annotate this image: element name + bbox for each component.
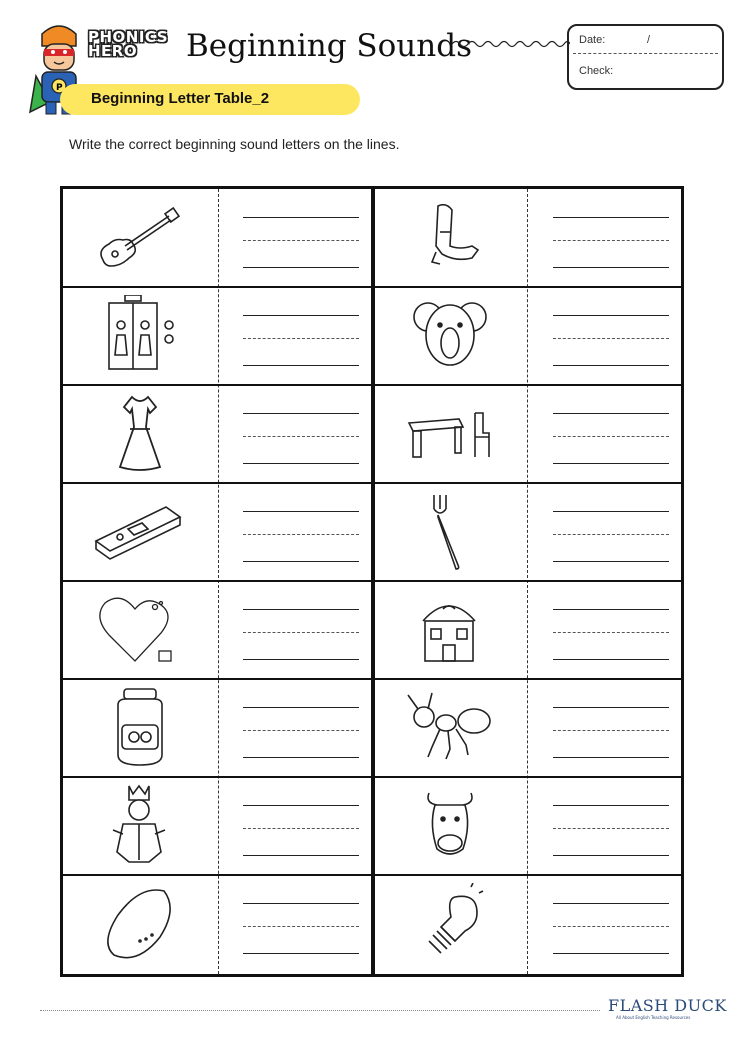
- answer-lines[interactable]: [243, 895, 359, 953]
- elbow-icon: [375, 189, 525, 285]
- dress-icon: [65, 385, 215, 481]
- check-label: Check:: [579, 65, 614, 77]
- gum-icon: [65, 483, 215, 579]
- date-separator: /: [647, 34, 651, 46]
- answer-lines[interactable]: [553, 895, 669, 953]
- subtitle: Beginning Letter Table_2: [91, 90, 270, 107]
- desk-icon: [375, 385, 525, 481]
- wave-divider: [452, 38, 570, 50]
- answer-lines[interactable]: [243, 503, 359, 561]
- answer-lines[interactable]: [553, 209, 669, 267]
- page-title: Beginning Sounds: [186, 28, 472, 64]
- heart-icon: [65, 581, 215, 677]
- koala-icon: [375, 287, 525, 383]
- date-check-box: [567, 24, 724, 90]
- answer-lines[interactable]: [243, 797, 359, 855]
- answer-lines[interactable]: [553, 699, 669, 757]
- king-icon: [65, 777, 215, 873]
- answer-lines[interactable]: [243, 601, 359, 659]
- answer-lines[interactable]: [243, 405, 359, 463]
- cow-icon: [375, 777, 525, 873]
- answer-lines[interactable]: [553, 601, 669, 659]
- lemon-icon: [65, 875, 215, 971]
- light-bulb-icon: [375, 875, 525, 971]
- svg-text:P: P: [56, 83, 63, 93]
- jam-jar-icon: [65, 679, 215, 775]
- fork-icon: [375, 483, 525, 579]
- brand-line2: HERO: [88, 42, 138, 60]
- ant-icon: [375, 679, 525, 775]
- instruction-text: Write the correct beginning sound letters on the lines.: [69, 136, 400, 152]
- brand-line1: PHONICS: [88, 28, 169, 46]
- flash-duck-logo: FLASH DUCK: [608, 996, 727, 1015]
- answer-lines[interactable]: [553, 797, 669, 855]
- answer-lines[interactable]: [243, 307, 359, 365]
- logo-tagline: All About English Teaching Resources: [616, 1015, 691, 1020]
- guitar-icon: [65, 189, 215, 285]
- brand-logo: [88, 30, 168, 58]
- answer-lines[interactable]: [553, 307, 669, 365]
- answer-lines[interactable]: [553, 503, 669, 561]
- house-icon: [375, 581, 525, 677]
- elevator-icon: [65, 287, 215, 383]
- worksheet-grid: [60, 186, 684, 977]
- footer-divider: [40, 1010, 600, 1011]
- date-label: Date:: [579, 34, 606, 46]
- answer-lines[interactable]: [243, 699, 359, 757]
- answer-lines[interactable]: [243, 209, 359, 267]
- date-divider: [573, 53, 718, 54]
- answer-lines[interactable]: [553, 405, 669, 463]
